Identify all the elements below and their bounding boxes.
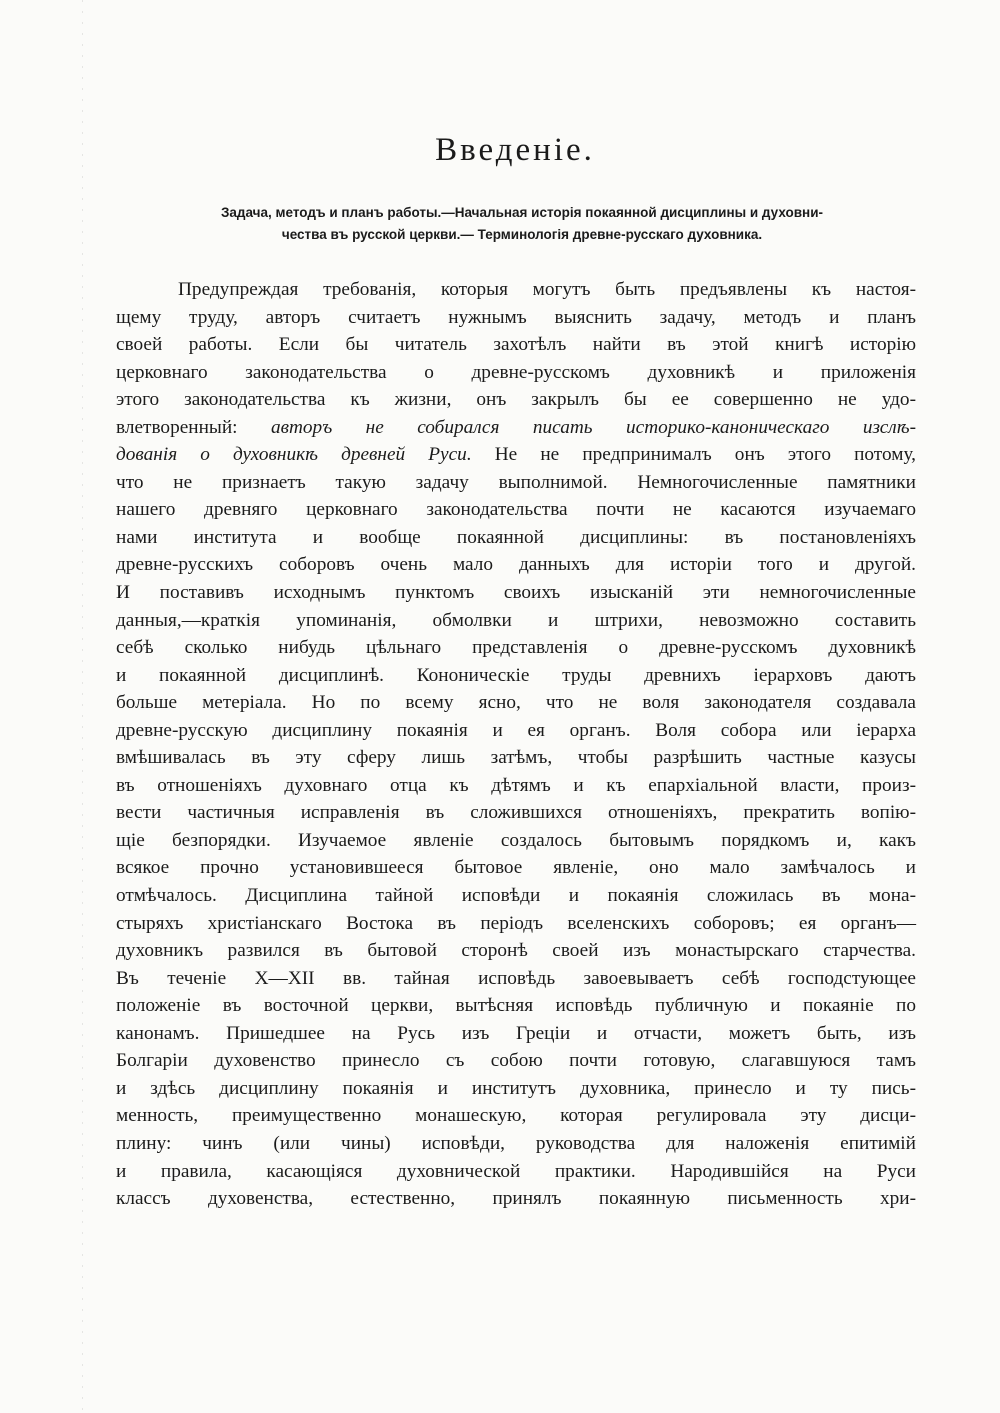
text-fragment: не предпринималъ онъ этого потому,: [540, 444, 916, 466]
text-line: всякое прочно установившееся бытовое явленіе, оно мало замѣчалось и: [116, 857, 916, 879]
scan-margin-artifact: [82, 0, 83, 1413]
text-line: нашего древняго церковнаго законодательства почти не касаются изучаемаго: [116, 499, 916, 521]
text-line: И поставивъ исходнымъ пунктомъ своихъ изысканій эти немногочисленные: [116, 582, 916, 604]
chapter-summary: [124, 202, 920, 246]
text-line: древне-русскую дисциплину покаянія и ея органъ. Воля собора или іерарха: [116, 719, 916, 741]
text-line: Болгаріи духовенство принесло съ собою почти готовую, слагавшуюся тамъ: [116, 1050, 916, 1072]
text-line: и правила, касающіяся духовнической практики. Народившійся на Руси: [116, 1160, 916, 1182]
body-paragraph: [116, 276, 916, 1213]
text-line: стыряхъ христіанскаго Востока въ періодъ вселенскихъ соборовъ; ея органъ—: [116, 912, 916, 934]
text-line: нами института и вообще покаянной дисциплины: въ постановленіяхъ: [116, 526, 916, 548]
text-fragment: влетворенный:: [116, 416, 238, 438]
page-title: Введеніе.: [435, 132, 595, 168]
text-line: вести частичныя исправленія въ сложившихся отношеніяхъ, прекратить вопію-: [116, 802, 916, 824]
text-line: церковнаго законодательства о древне-русскомъ духовникѣ и приложенія: [116, 361, 916, 383]
text-fragment: Не: [494, 444, 518, 466]
text-line: [116, 441, 916, 469]
summary-line: чества въ русской церкви.— Терминологія древне-русскаго духовника.: [281, 227, 763, 242]
text-line: данныя,—краткія упоминанія, обмолвки и штрихи, невозможно составить: [116, 609, 916, 631]
text-line: щему труду, авторъ считаетъ нужнымъ выяснить задачу, методъ и планъ: [116, 306, 916, 328]
text-line: своей работы. Если бы читатель захотѣлъ найти въ этой книгѣ исторію: [116, 334, 916, 356]
text-line: [116, 414, 916, 442]
summary-line: Задача, методъ и планъ работы.—Начальная исторія покаянной дисциплины и духовни-: [220, 205, 824, 220]
text-line: щіе безпорядки. Изучаемое явленіе создалось бытовымъ порядкомъ и, какъ: [116, 829, 916, 851]
text-line: отмѣчалось. Дисциплина тайной исповѣди и покаянія сложилась въ мона-: [116, 885, 916, 907]
text-line: плину: чинъ (или чины) исповѣди, руководства для наложенія епитимій: [116, 1132, 916, 1154]
italic-fragment: дованія о духовникѣ древней Руси.: [116, 444, 472, 466]
text-line: что не признаетъ такую задачу выполнимой. Немногочисленные памятники: [116, 471, 916, 493]
text-line: Предупреждая требованія, которыя могутъ быть предъявлены къ настоя-: [178, 279, 916, 300]
text-line: себѣ сколько нибудь цѣльнаго представленія о древне-русскомъ духовникѣ: [116, 637, 916, 659]
text-line: вмѣшивалась въ эту сферу лишь затѣмъ, чтобы разрѣшить частные казусы: [116, 747, 916, 769]
text-line: больше метеріала. Но по всему ясно, что не воля законодателя создавала: [116, 692, 916, 714]
text-line: въ отношеніяхъ духовнаго отца къ дѣтямъ и къ епархіальной власти, произ-: [116, 774, 916, 796]
text-line: и здѣсь дисциплину покаянія и институтъ духовника, принесло и ту пись-: [116, 1077, 916, 1099]
text-line: менность, преимущественно монашескую, которая регулировала эту дисци-: [116, 1105, 916, 1127]
text-line: духовникъ развился въ бытовой сторонѣ своей изъ монастырскаго старчества.: [116, 940, 916, 962]
italic-fragment: авторъ не собирался писать историко-каноническаго изслѣ-: [270, 416, 916, 438]
text-line: этого законодательства къ жизни, онъ закрылъ бы ее совершенно не удо-: [116, 389, 916, 411]
text-line: канонамъ. Пришедшее на Русь изъ Греціи и отчасти, можетъ быть, изъ: [116, 1022, 916, 1044]
text-line: и покаянной дисциплинѣ. Кононическіе труды древнихъ іерарховъ даютъ: [116, 664, 916, 686]
text-line: положеніе въ восточной церкви, вытѣсняя исповѣдь публичную и покаяніе по: [116, 995, 916, 1017]
text-line: древне-русскихъ соборовъ очень мало данныхъ для исторіи того и другой.: [116, 554, 916, 576]
text-line: Въ теченіе X—XII вв. тайная исповѣдь завоевываетъ себѣ господстующее: [116, 967, 916, 989]
text-line: классъ духовенства, естественно, принялъ покаянную письменность хри-: [116, 1188, 916, 1210]
